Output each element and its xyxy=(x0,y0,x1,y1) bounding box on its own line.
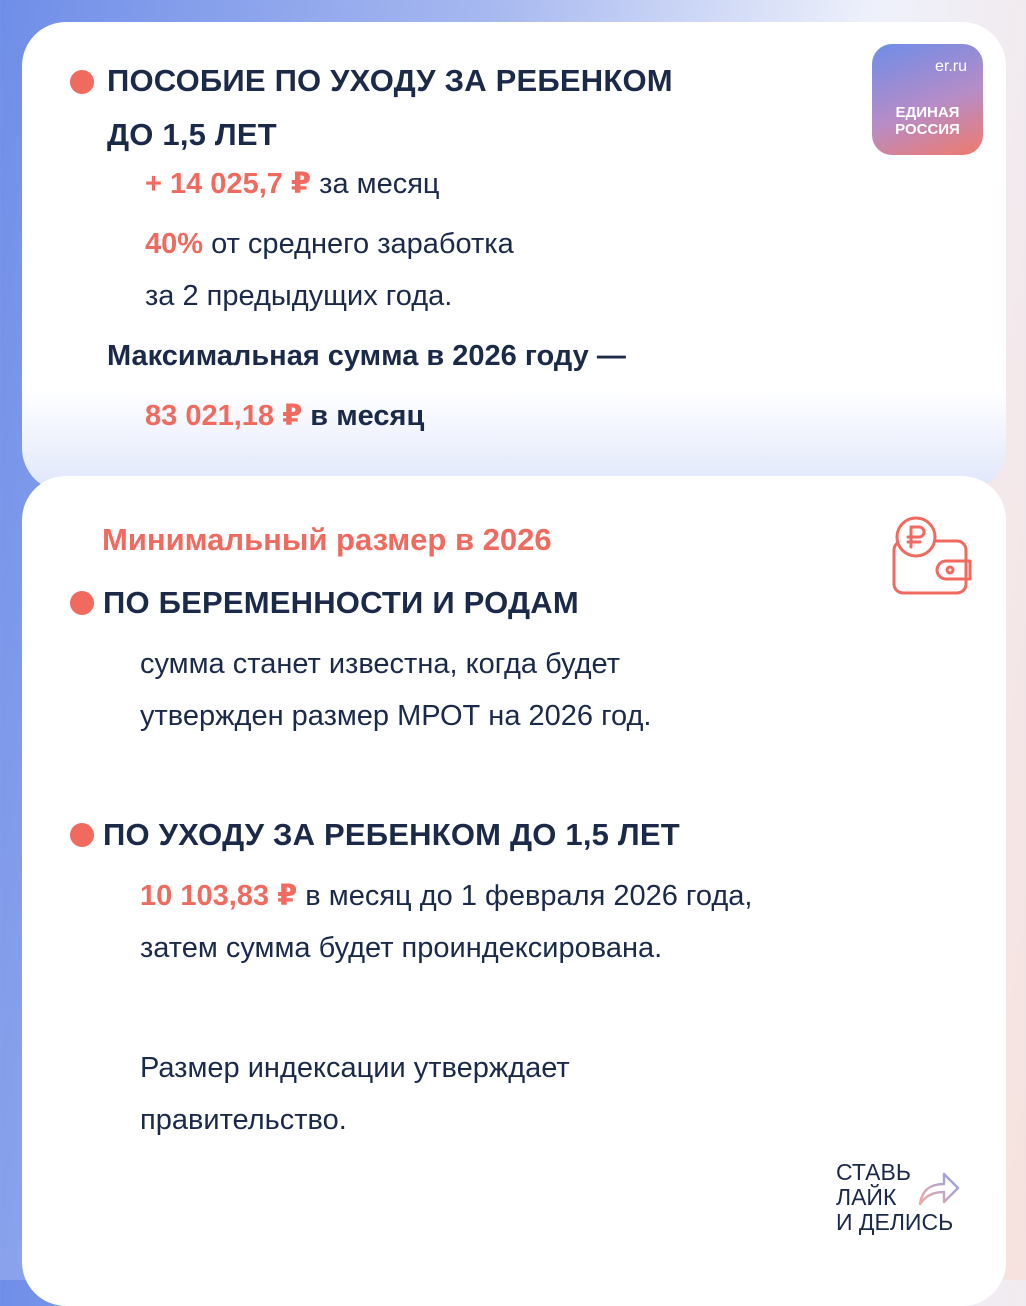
bullet-icon xyxy=(70,823,94,847)
percent-value: 40% xyxy=(145,228,204,260)
childcare-amount: 10 103,83 ₽ xyxy=(140,880,298,912)
share-arrow-icon xyxy=(916,1168,962,1208)
period-line: за 2 предыдущих года. xyxy=(145,280,453,312)
top-title xyxy=(107,54,673,162)
brand-name-line2: РОССИЯ xyxy=(895,121,960,138)
index-line2: правительство. xyxy=(140,1104,347,1136)
share-cta[interactable] xyxy=(836,1160,986,1240)
share-text-line3: И ДЕЛИСЬ xyxy=(836,1209,954,1235)
amount-line xyxy=(145,164,440,204)
pregnancy-line2: утвержден размер МРОТ на 2026 год. xyxy=(140,700,652,732)
bullet-icon xyxy=(70,591,94,615)
amount-suffix: за месяц xyxy=(311,168,440,200)
top-title-line2: ДО 1,5 ЛЕТ xyxy=(107,117,277,152)
brand-logo[interactable] xyxy=(872,44,983,155)
brand-site: er.ru xyxy=(934,58,967,75)
amount-value: + 14 025,7 ₽ xyxy=(145,168,312,200)
max-amount-value: 83 021,18 ₽ xyxy=(145,400,303,432)
share-text-line1: СТАВЬ xyxy=(836,1159,911,1185)
bullet-icon xyxy=(70,70,94,94)
index-line1: Размер индексации утверждает xyxy=(140,1052,570,1084)
percent-line xyxy=(145,224,514,264)
childcare-line2: затем сумма будет проиндексирована. xyxy=(140,932,663,964)
wallet-ruble-icon xyxy=(890,515,974,599)
pregnancy-line1: сумма станет известна, когда будет xyxy=(140,648,620,680)
percent-suffix: от среднего заработка xyxy=(203,228,514,260)
max-amount-line xyxy=(145,396,424,436)
brand-name-line1: ЕДИНАЯ xyxy=(895,104,960,121)
childcare-line1 xyxy=(140,876,752,916)
top-title-line1: ПОСОБИЕ ПО УХОДУ ЗА РЕБЕНКОМ xyxy=(107,63,673,98)
brand-name xyxy=(872,104,983,138)
pregnancy-title: ПО БЕРЕМЕННОСТИ И РОДАМ xyxy=(103,585,579,620)
max-label: Максимальная сумма в 2026 году — xyxy=(107,340,626,372)
childcare-title: ПО УХОДУ ЗА РЕБЕНКОМ ДО 1,5 ЛЕТ xyxy=(103,817,680,852)
share-text-line2: ЛАЙК xyxy=(836,1184,897,1210)
childcare-suffix: в месяц до 1 февраля 2026 года, xyxy=(297,880,753,912)
min-subtitle: Минимальный размер в 2026 xyxy=(102,522,552,557)
max-amount-suffix: в месяц xyxy=(302,400,425,432)
